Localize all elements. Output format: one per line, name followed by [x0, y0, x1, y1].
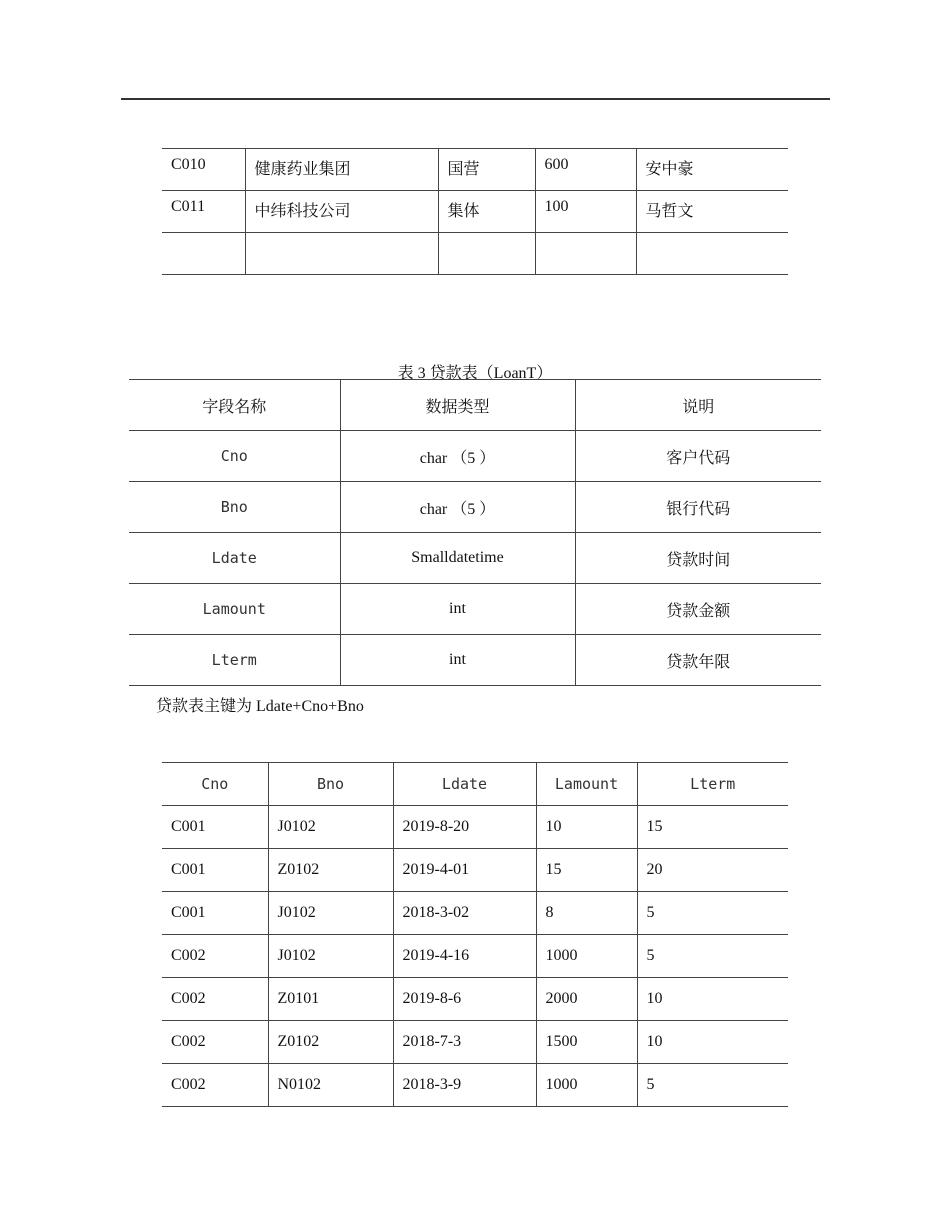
table-cell: 10: [536, 806, 637, 849]
table-cell: [162, 233, 245, 275]
table-cell: 15: [637, 806, 788, 849]
table-cell: C002: [162, 978, 268, 1021]
table-cell: 贷款金额: [575, 584, 821, 635]
table-cell: char （5 ）: [340, 482, 575, 533]
table-cell: 2000: [536, 978, 637, 1021]
table-cell: 5: [637, 892, 788, 935]
table-header-row: [162, 763, 788, 806]
table-cell: 2019-8-6: [393, 978, 536, 1021]
column-header: 说明: [575, 380, 821, 431]
table-row: [162, 1064, 788, 1107]
table-cell: 100: [535, 191, 636, 233]
table-cell: C002: [162, 1021, 268, 1064]
page-header-rule: [121, 98, 830, 100]
table-row: [129, 635, 821, 686]
table-cell: 1500: [536, 1021, 637, 1064]
column-header: Cno: [162, 763, 268, 806]
table-cell: Z0102: [268, 849, 393, 892]
table-cell: Lterm: [129, 635, 340, 686]
table-cell: 2018-7-3: [393, 1021, 536, 1064]
table-row: [162, 849, 788, 892]
table-cell: C001: [162, 806, 268, 849]
column-header: Lterm: [637, 763, 788, 806]
table-cell: Z0101: [268, 978, 393, 1021]
table-row: [129, 584, 821, 635]
column-header: Ldate: [393, 763, 536, 806]
table-cell: J0102: [268, 806, 393, 849]
table-cell: C001: [162, 849, 268, 892]
table-cell: 5: [637, 935, 788, 978]
table-cell: Z0102: [268, 1021, 393, 1064]
table-cell: 2019-4-01: [393, 849, 536, 892]
table-row: [162, 149, 788, 191]
table-cell: C010: [162, 149, 245, 191]
table-cell: [438, 233, 535, 275]
table-row: [162, 978, 788, 1021]
table-cell: 马哲文: [636, 191, 788, 233]
table-cell: Lamount: [129, 584, 340, 635]
table-cell: 客户代码: [575, 431, 821, 482]
column-header: 字段名称: [129, 380, 340, 431]
table-cell: [535, 233, 636, 275]
column-header: Lamount: [536, 763, 637, 806]
table-cell: J0102: [268, 892, 393, 935]
table-cell: 1000: [536, 1064, 637, 1107]
table-cell: 15: [536, 849, 637, 892]
table-cell: C011: [162, 191, 245, 233]
column-header: 数据类型: [340, 380, 575, 431]
table-cell: int: [340, 584, 575, 635]
column-header: Bno: [268, 763, 393, 806]
table-cell: 2018-3-02: [393, 892, 536, 935]
table-cell: Smalldatetime: [340, 533, 575, 584]
table-header-row: [129, 380, 821, 431]
table-row: [162, 233, 788, 275]
table-cell: C002: [162, 935, 268, 978]
table-cell: 贷款年限: [575, 635, 821, 686]
loan-table-caption: 表 3 贷款表（LoanT）: [397, 365, 553, 382]
table-cell: 1000: [536, 935, 637, 978]
loan-schema-table: [129, 379, 821, 686]
table-cell: 2019-8-20: [393, 806, 536, 849]
table-cell: Cno: [129, 431, 340, 482]
table-cell: 10: [637, 1021, 788, 1064]
table-cell: 银行代码: [575, 482, 821, 533]
table-cell: [636, 233, 788, 275]
table-cell: C002: [162, 1064, 268, 1107]
table-cell: 安中豪: [636, 149, 788, 191]
table-cell: 8: [536, 892, 637, 935]
table-cell: [245, 233, 438, 275]
table-cell: 健康药业集团: [245, 149, 438, 191]
table-row: [129, 533, 821, 584]
table-row: [162, 1021, 788, 1064]
table-cell: N0102: [268, 1064, 393, 1107]
table-cell: Ldate: [129, 533, 340, 584]
table-cell: Bno: [129, 482, 340, 533]
table-row: [162, 806, 788, 849]
table-cell: int: [340, 635, 575, 686]
table-row: [162, 892, 788, 935]
customer-table-continuation: [162, 148, 788, 275]
table-cell: 2019-4-16: [393, 935, 536, 978]
table-cell: 5: [637, 1064, 788, 1107]
loan-data-table: [162, 762, 788, 1107]
table-cell: 国营: [438, 149, 535, 191]
table-cell: 中纬科技公司: [245, 191, 438, 233]
table-cell: char （5 ）: [340, 431, 575, 482]
table-row: [162, 191, 788, 233]
table-cell: 600: [535, 149, 636, 191]
primary-key-note: 贷款表主键为 Ldate+Cno+Bno: [156, 698, 364, 715]
table-cell: C001: [162, 892, 268, 935]
table-row: [129, 482, 821, 533]
table-cell: 贷款时间: [575, 533, 821, 584]
table-cell: 2018-3-9: [393, 1064, 536, 1107]
table-row: [129, 431, 821, 482]
table-cell: 10: [637, 978, 788, 1021]
table-row: [162, 935, 788, 978]
table-cell: 集体: [438, 191, 535, 233]
table-cell: J0102: [268, 935, 393, 978]
table-cell: 20: [637, 849, 788, 892]
